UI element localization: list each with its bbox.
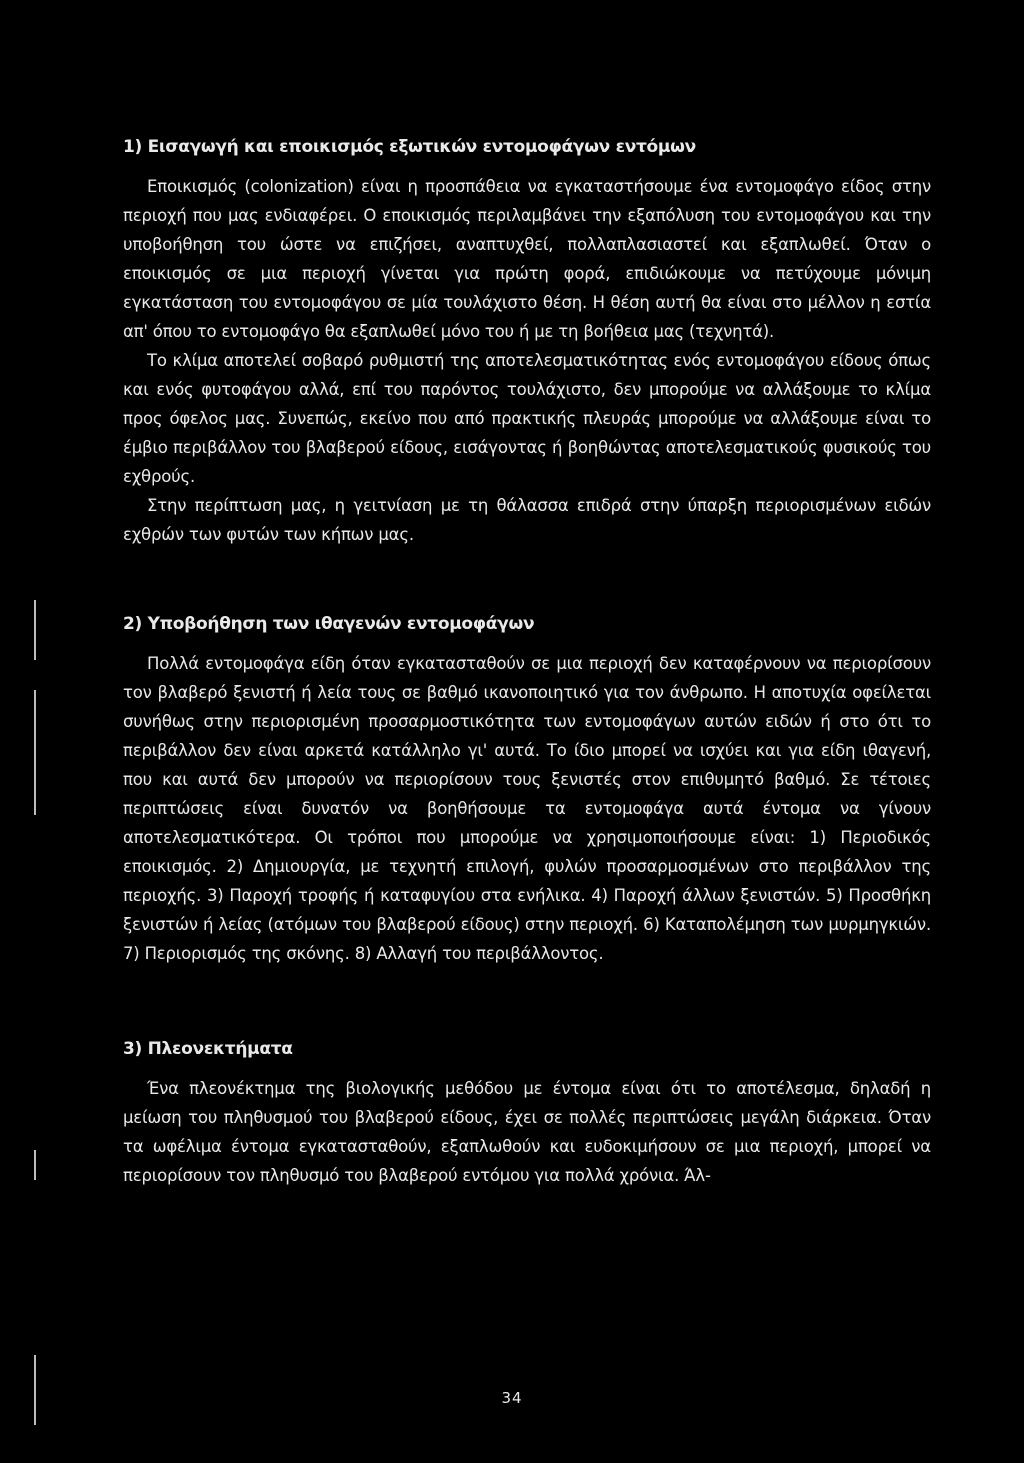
paragraph: Ένα πλεονέκτημα της βιολογικής μεθόδου με έντομα είναι ότι το αποτέλεσμα, δηλαδή η μείωση του πληθυσμού του βλαβερού είδους, έχει σε πολλές περιπτώσεις μεγάλη διάρκεια. Όταν τα ωφέλιμα έντομα εγκατασταθούν, εξαπλωθούν και ευδοκιμήσουν σε μια περιοχή, μπορεί να περιορίσουν τον πληθυσμό του βλαβερού εντόμου για πολλά χρόνια. Άλ-: [123, 1079, 931, 1185]
section-colonization: [123, 134, 931, 549]
document-body: [123, 134, 931, 1190]
paragraph: Εποικισμός (colonization) είναι η προσπάθεια να εγκαταστήσουμε ένα εντομοφάγο είδος στην περιοχή που μας ενδιαφέρει. Ο εποικισμός περιλαμβάνει την εξαπόλυση του εντομοφάγου και την υποβοήθηση του ώστε να επιζήσει, αναπτυχθεί, πολλαπλασιαστεί και εξαπλωθεί. Όταν ο εποικισμός σε μια περιοχή γίνεται για πρώτη φορά, επιδιώκουμε να πετύχουμε μόνιμη εγκατάσταση του εντομοφάγου σε μία τουλάχιστο θέση. Η θέση αυτή θα είναι στο μέλλον η εστία απ' όπου το εντομοφάγο θα εξαπλωθεί μόνο του ή με τη βοήθεια μας (τεχνητά).: [123, 177, 931, 341]
section-heading: 1) Εισαγωγή και εποικισμός εξωτικών εντομοφάγων εντόμων: [123, 137, 696, 157]
left-margin-line: [34, 690, 36, 815]
section-native-support: [123, 611, 931, 968]
paragraph: Το κλίμα αποτελεί σοβαρό ρυθμιστή της αποτελεσματικότητας ενός εντομοφάγου είδους όπως και ενός φυτοφάγου αλλά, επί του παρόντος τουλάχιστο, δεν μπορούμε να αλλάξουμε το κλίμα προς όφελος μας. Συνεπώς, εκείνο που από πρακτικής πλευράς μπορούμε να αλλάξουμε είναι το έμβιο περιβάλλον του βλαβερού είδους, εισάγοντας ή βοηθώντας αποτελεσματικούς φυσικούς του εχθρούς.: [123, 351, 931, 486]
section-heading: 2) Υποβοήθηση των ιθαγενών εντομοφάγων: [123, 614, 535, 634]
paragraph: Πολλά εντομοφάγα είδη όταν εγκατασταθούν σε μια περιοχή δεν καταφέρνουν να περιορίσουν τον βλαβερό ξενιστή ή λεία τους σε βαθμό ικανοποιητικό για τον άνθρωπο. Η αποτυχία οφείλεται συνήθως στην περιορισμένη προσαρμοστικότητα των εντομοφάγων αυτών ειδών ή στο ότι το περιβάλλον δεν είναι αρκετά κατάλληλο γι' αυτά. Το ίδιο μπορεί να ισχύει και για είδη ιθαγενή, που και αυτά δεν μπορούν να περιορίσουν τους ξενιστές στον επιθυμητό βαθμό. Σε τέτοιες περιπτώσεις είναι δυνατόν να βοηθήσουμε τα εντομοφάγα αυτά έντομα να γίνουν αποτελεσματικότερα. Οι τρόποι που μπορούμε να χρησιμοποιήσουμε είναι: 1) Περιοδικός εποικισμός. 2) Δημιουργία, με τεχνητή επιλογή, φυλών προσαρμοσμένων στο περιβάλλον της περιοχής. 3) Παροχή τροφής ή καταφυγίου στα ενήλικα. 4) Παροχή άλλων ξενιστών. 5) Προσθήκη ξενιστών ή λείας (ατόμων του βλαβερού είδους) στην περιοχή. 6) Καταπολέμηση των μυρμηγκιών. 7) Περιορισμός της σκόνης. 8) Αλλαγή του περιβάλλοντος.: [123, 654, 931, 963]
page-number: 34: [501, 1389, 523, 1407]
left-margin-line: [34, 1150, 36, 1180]
section-advantages: [123, 1036, 931, 1190]
paragraph: Στην περίπτωση μας, η γειτνίαση με τη θάλασσα επιδρά στην ύπαρξη περιορισμένων ειδών εχθρών των φυτών των κήπων μας.: [123, 496, 931, 544]
left-margin-line: [34, 600, 36, 660]
section-heading: 3) Πλεονεκτήματα: [123, 1039, 293, 1059]
